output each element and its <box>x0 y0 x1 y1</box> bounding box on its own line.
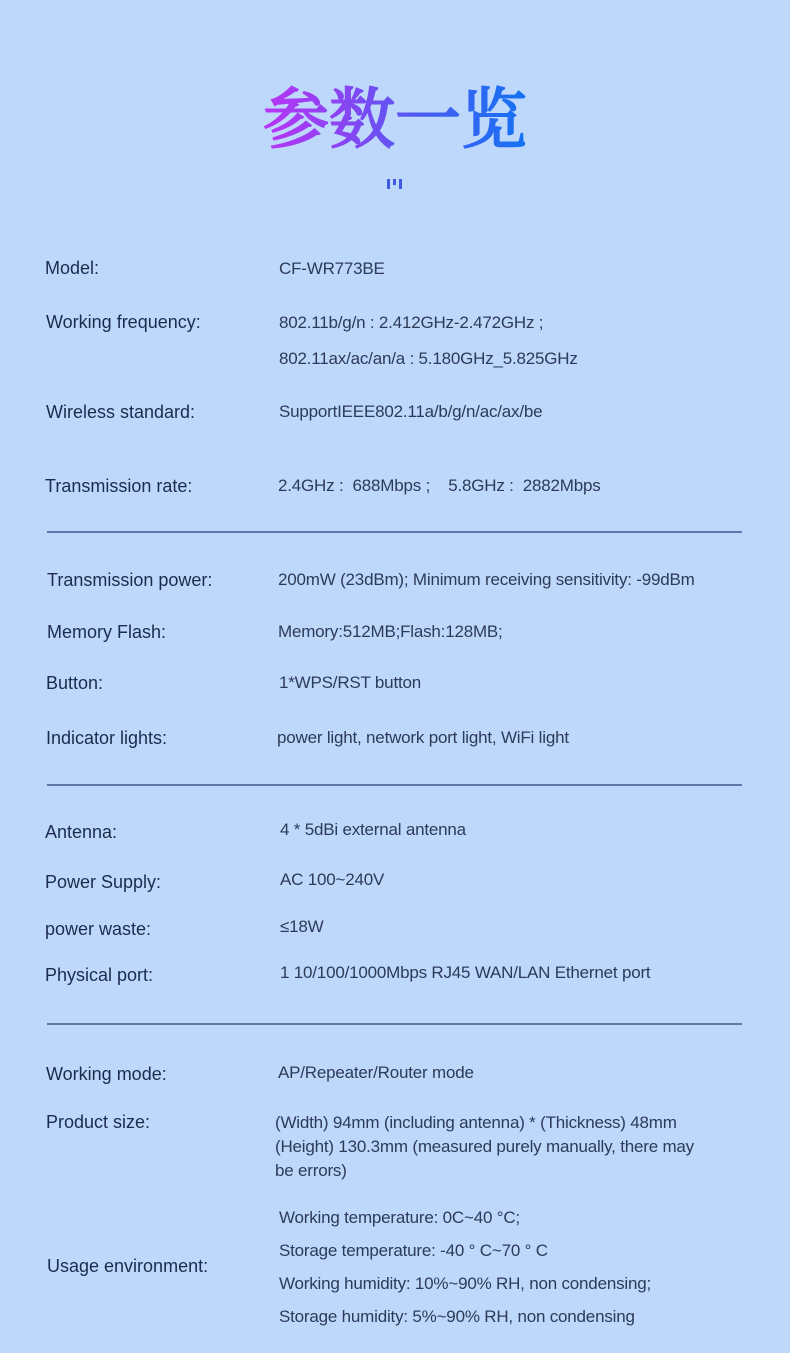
spec-label: Working mode: <box>46 1064 167 1084</box>
spec-value: 1 10/100/1000Mbps RJ45 WAN/LAN Ethernet port <box>280 963 651 982</box>
bars-icon <box>387 177 405 189</box>
spec-label: Working frequency: <box>46 312 201 332</box>
spec-label: Model: <box>45 258 100 278</box>
spec-value-line: Storage temperature: -40 ° C~70 ° C <box>279 1241 548 1260</box>
spec-value: SupportIEEE802.11a/b/g/n/ac/ax/be <box>279 402 543 421</box>
spec-label: power waste: <box>45 919 152 939</box>
spec-value: Memory:512MB;Flash:128MB; <box>278 622 503 641</box>
spec-label: Usage environment: <box>47 1256 209 1276</box>
spec-value: 200mW (23dBm); Minimum receiving sensitivity: -99dBm <box>278 570 695 589</box>
spec-label: Transmission power: <box>47 570 213 590</box>
divider <box>47 531 742 533</box>
page-title-text: 参数一览 <box>263 81 527 158</box>
spec-value: CF-WR773BE <box>279 259 385 278</box>
spec-label: Indicator lights: <box>46 728 168 748</box>
spec-value: 2.4GHz : 688Mbps ; 5.8GHz : 2882Mbps <box>278 476 601 495</box>
spec-value: power light, network port light, WiFi light <box>277 728 569 747</box>
spec-label: Wireless standard: <box>46 402 196 422</box>
spec-label: Antenna: <box>45 822 118 842</box>
spec-value-line: Working humidity: 10%~90% RH, non condensing; <box>279 1274 651 1293</box>
spec-value-line: Working temperature: 0C~40 °C; <box>279 1208 520 1227</box>
spec-value: 4 * 5dBi external antenna <box>280 820 466 839</box>
spec-label: Power Supply: <box>45 872 162 892</box>
spec-value-line: 802.11ax/ac/an/a : 5.180GHz_5.825GHz <box>279 349 578 368</box>
divider <box>47 784 742 786</box>
spec-value: ≤18W <box>280 917 324 936</box>
spec-label: Transmission rate: <box>45 476 193 496</box>
page-title <box>0 78 790 162</box>
spec-label: Memory Flash: <box>47 622 167 642</box>
spec-label: Physical port: <box>45 965 154 985</box>
spec-label: Product size: <box>46 1112 151 1132</box>
spec-value-line: 802.11b/g/n : 2.412GHz-2.472GHz ; <box>279 313 544 332</box>
spec-value: (Width) 94mm (including antenna) * (Thickness) 48mm (Height) 130.3mm (measured purely manually, there may be errors) <box>275 1113 694 1180</box>
spec-value: AC 100~240V <box>280 870 385 889</box>
spec-label: Button: <box>46 673 104 693</box>
spec-value-line: Storage humidity: 5%~90% RH, non condensing <box>279 1307 635 1326</box>
divider <box>47 1023 742 1025</box>
spec-value: AP/Repeater/Router mode <box>278 1063 474 1082</box>
spec-value: 1*WPS/RST button <box>279 673 421 692</box>
